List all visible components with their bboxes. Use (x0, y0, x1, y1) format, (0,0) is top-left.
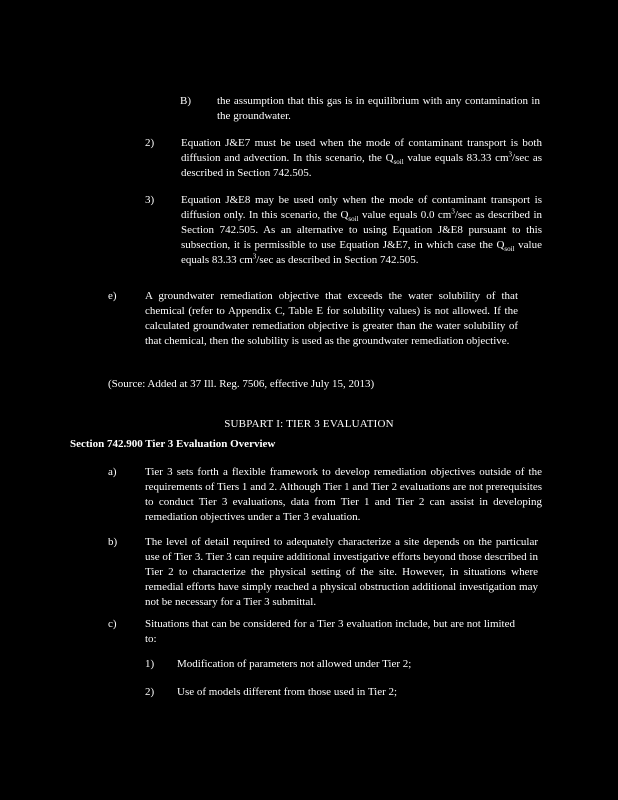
source-note: (Source: Added at 37 Ill. Reg. 7506, effective July 15, 2013) (108, 378, 375, 390)
section-subitem-label-1: 1) (145, 658, 155, 670)
section-paragraph-c: Situations that can be considered for a Tier 3 evaluation include, but are not limited to: (145, 618, 515, 645)
section-subitem-label-2: 2) (145, 686, 155, 698)
section-item-label-c: c) (108, 618, 117, 630)
paragraph-2: Equation J&E7 must be used when the mode of contaminant transport is both diffusion and advection. In this scenario, the $Q_{soil}$ value equals 83.33 $cm^3/\sec$ as described in Section 742.505. (181, 137, 542, 179)
section-item-label-a: a) (108, 466, 117, 478)
paragraph-b-upper: the assumption that this gas is in equilibrium with any contamination in the groundwater. (217, 95, 540, 122)
item-label-e: e) (108, 290, 117, 302)
item-label-2: 2) (145, 137, 155, 149)
section-subitem-2: Use of models different from those used in Tier 2; (177, 686, 398, 698)
section-item-label-b: b) (108, 536, 118, 548)
section-paragraph-a: Tier 3 sets forth a flexible framework to develop remediation objectives outside of the requirements of Tiers 1 and 2. Although Tier 1 and Tier 2 evaluations are not prerequisites to conduct Tier 3 evaluations, data from Tier 1 and Tier 2 can assist in developing remediation objectives under a Tier 3 evaluation. (145, 466, 542, 523)
subpart-heading: SUBPART I: TIER 3 EVALUATION (224, 418, 394, 430)
section-heading: Section 742.900 Tier 3 Evaluation Overview (70, 438, 276, 450)
section-paragraph-b: The level of detail required to adequately characterize a site depends on the particular use of Tier 3. Tier 3 can require additional investigative efforts beyond those described in Tier 2 to characterize the physical setting of the site. However, in situations where remedial efforts have simply reached a physical obstruction additional investigation may not be necessary for a Tier 3 submittal. (145, 536, 538, 608)
paragraph-3: Equation J&E8 may be used only when the mode of contaminant transport is diffusion only. In this scenario, the $Q_{soil}$ value equals 0.0 $cm^3/\sec$ as described in Section 742.505. As an alternative to using Equation J&E8 pursuant to this subsection, it is permissible to use Equation J&E7, in which case the $Q_{soil}$ value equals 83.33 $cm^3/\sec$ as described in Section 742.505. (181, 194, 543, 266)
item-label-b-upper: B) (180, 95, 191, 107)
paragraph-e: A groundwater remediation objective that exceeds the water solubility of that chemical (refer to Appendix C, Table E for solubility values) is not allowed. If the calculated groundwater remediation objective is greater than the water solubility of that chemical, then the solubility is used as the groundwater remediation objective. (145, 290, 518, 347)
section-subitem-1: Modification of parameters not allowed under Tier 2; (177, 658, 412, 670)
item-label-3: 3) (145, 194, 155, 206)
